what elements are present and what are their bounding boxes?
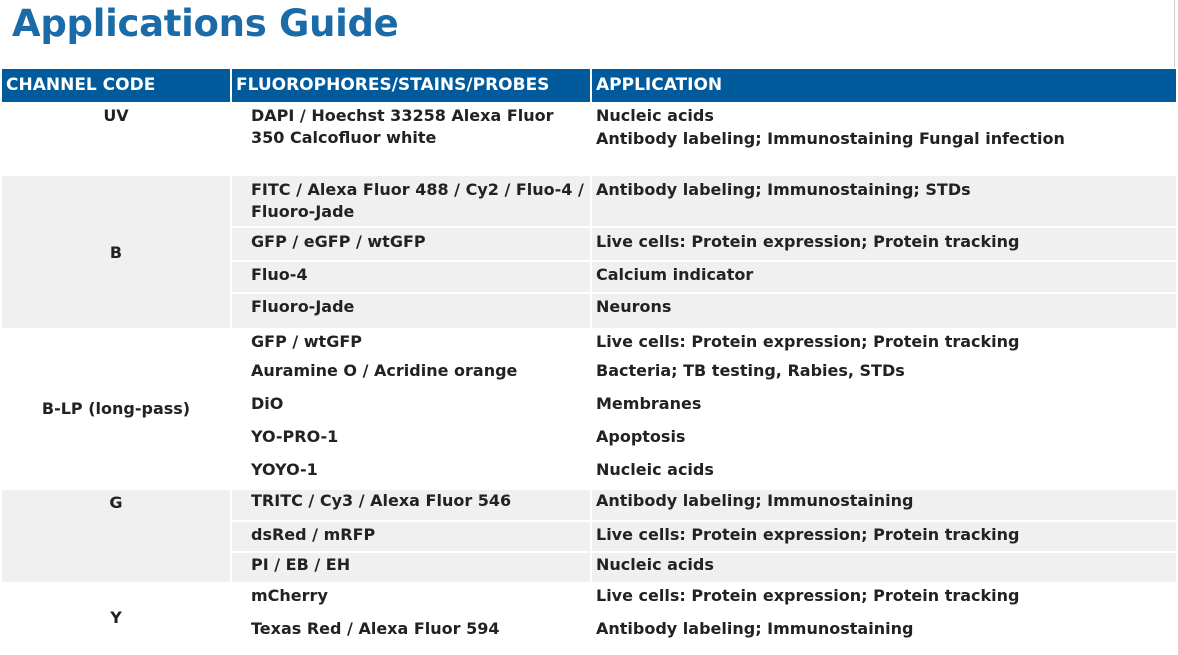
fluorophore-cell: YOYO-1 — [251, 460, 318, 479]
fluorophore-cell: DiO — [251, 394, 284, 413]
channel-code: B — [109, 243, 123, 262]
column-divider — [230, 490, 232, 582]
fluorophore-cell: Fluo-4 — [251, 265, 308, 284]
table-row — [2, 490, 1176, 519]
fluorophore-cell: TRITC / Cy3 / Alexa Fluor 546 — [251, 491, 512, 510]
channel-group-b — [2, 176, 1176, 328]
application-cell: Nucleic acids — [596, 106, 714, 125]
column-divider — [590, 490, 592, 582]
column-divider — [230, 176, 232, 328]
table-row — [232, 520, 1176, 552]
fluorophore-cell: DAPI / Hoechst 33258 Alexa Fluor 350 Calcofluor white — [251, 106, 554, 147]
application-cell: Antibody labeling; Immunostaining; STDs — [596, 180, 971, 199]
channel-code: Y — [110, 608, 122, 627]
fluorophore-cell: Fluoro-Jade — [251, 297, 355, 316]
fluorophore-cell: YO-PRO-1 — [251, 427, 339, 446]
header-application: APPLICATION — [596, 75, 723, 95]
table-row — [232, 292, 1176, 328]
table-row — [232, 226, 1176, 260]
table-header — [2, 69, 1176, 102]
table-row — [2, 102, 1176, 176]
channel-group-g — [2, 490, 1176, 582]
channel-group-b-lp — [2, 328, 1176, 490]
channel-group-uv — [2, 102, 1176, 176]
fluorophore-cell: dsRed / mRFP — [251, 525, 376, 544]
header-channel-code: CHANNEL CODE — [6, 75, 156, 95]
page-title: Applications Guide — [12, 2, 399, 45]
application-cell: Nucleic acids — [596, 555, 714, 574]
column-divider — [590, 176, 592, 328]
application-cell-secondary: Antibody labeling; Immunostaining Fungal infection — [596, 129, 1065, 148]
table-row — [2, 176, 1176, 226]
channel-group-y — [2, 582, 1176, 652]
channel-code: B-LP (long-pass) — [41, 399, 191, 418]
fluorophore-cell: GFP / wtGFP — [251, 332, 362, 351]
fluorophore-cell: Texas Red / Alexa Fluor 594 — [251, 619, 500, 638]
application-cell: Apoptosis — [596, 427, 686, 446]
application-cell: Live cells: Protein expression; Protein tracking — [596, 332, 1020, 351]
channel-code: G — [109, 493, 123, 512]
application-cell: Bacteria; TB testing, Rabies, STDs — [596, 361, 905, 380]
application-cell: Membranes — [596, 394, 702, 413]
application-cell: Nucleic acids — [596, 460, 714, 479]
fluorophore-cell: FITC / Alexa Fluor 488 / Cy2 / Fluo-4 / Fluoro-Jade — [251, 180, 584, 221]
table-row — [232, 260, 1176, 294]
application-cell: Antibody labeling; Immunostaining — [596, 491, 914, 510]
fluorophore-cell: mCherry — [251, 586, 328, 605]
application-cell: Live cells: Protein expression; Protein tracking — [596, 586, 1020, 605]
application-cell: Live cells: Protein expression; Protein tracking — [596, 232, 1020, 251]
channel-code: UV — [103, 106, 129, 125]
fluorophore-cell: Auramine O / Acridine orange — [251, 361, 518, 380]
application-cell: Live cells: Protein expression; Protein tracking — [596, 525, 1020, 544]
fluorophore-cell: GFP / eGFP / wtGFP — [251, 232, 426, 251]
application-cell: Neurons — [596, 297, 672, 316]
header-fluorophores: FLUOROPHORES/STAINS/PROBES — [236, 75, 550, 95]
table-row — [232, 551, 1176, 582]
application-cell: Calcium indicator — [596, 265, 754, 284]
application-cell: Antibody labeling; Immunostaining — [596, 619, 914, 638]
title-box — [2, 0, 1175, 67]
fluorophore-cell: PI / EB / EH — [251, 555, 351, 574]
